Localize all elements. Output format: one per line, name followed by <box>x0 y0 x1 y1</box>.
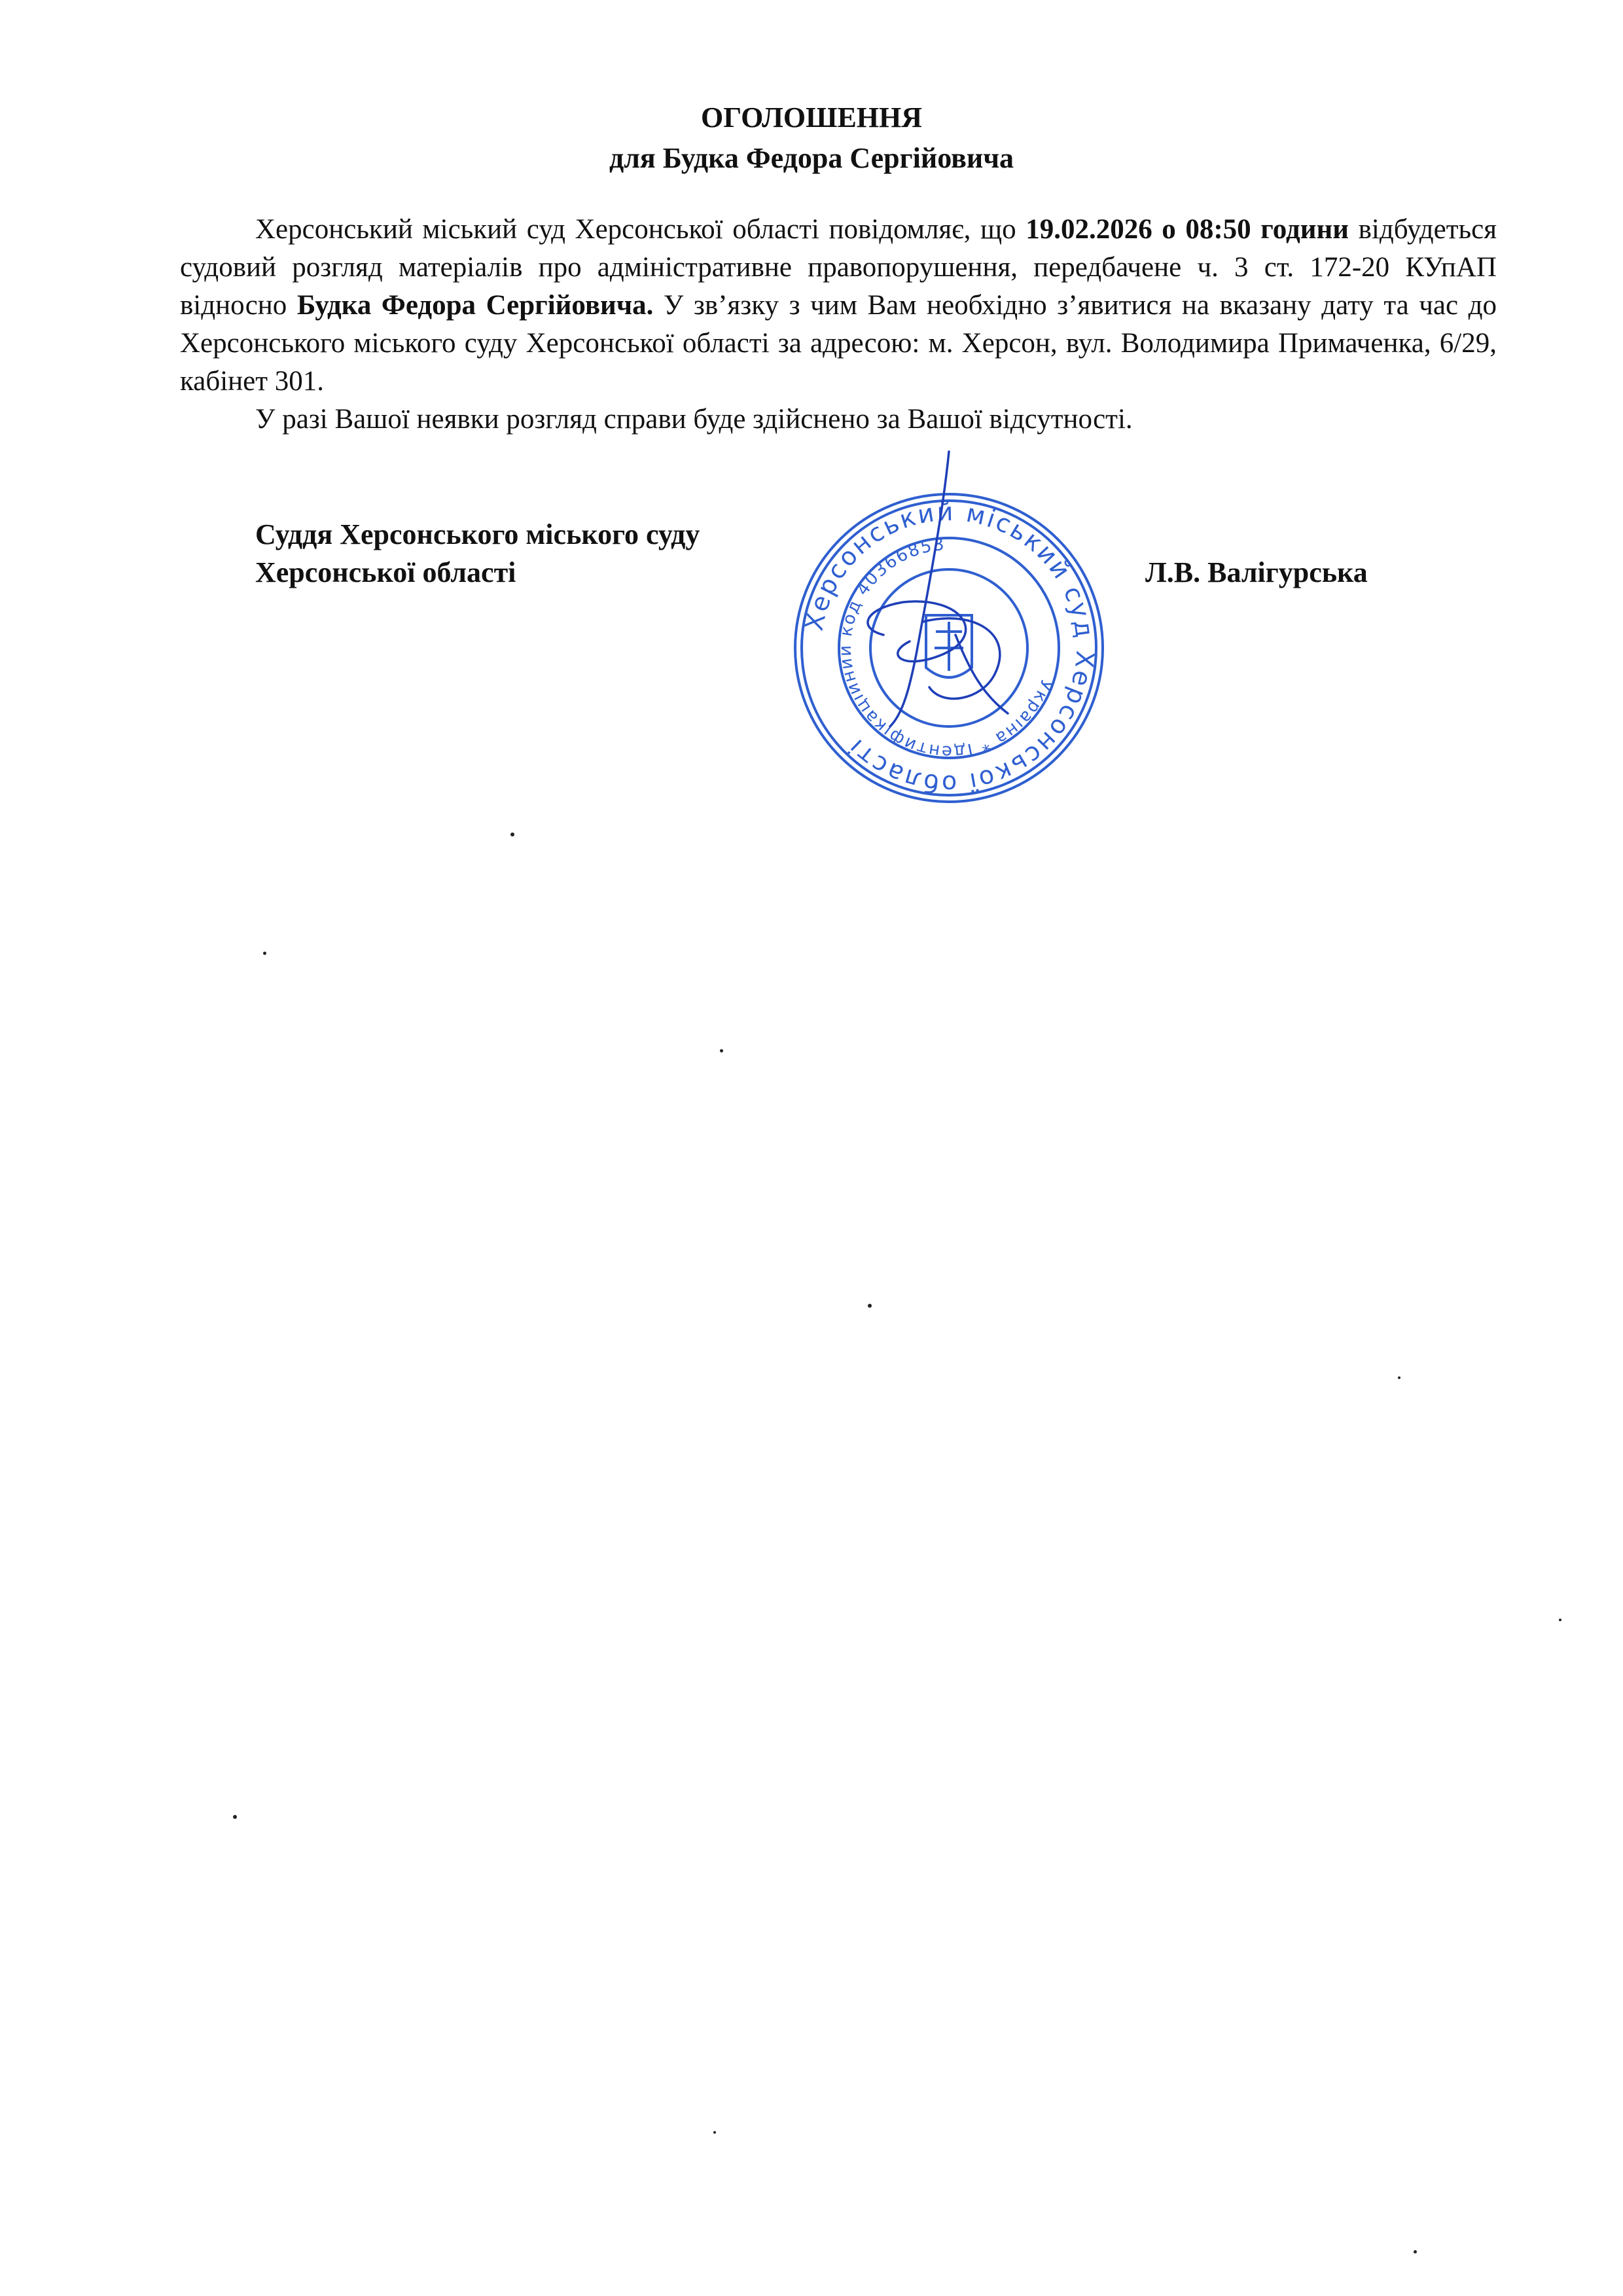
judge-position <box>255 516 700 592</box>
document-title: ОГОЛОШЕННЯ <box>700 101 923 134</box>
notice-text-part1: Херсонський міський суд Херсонської області повідомляє, що <box>255 214 1026 245</box>
judge-position-line1: Суддя Херсонського міського суду <box>255 518 700 550</box>
scan-speck <box>263 952 266 955</box>
document-body <box>180 211 1497 439</box>
scan-speck <box>1398 1376 1400 1379</box>
scan-speck <box>233 1815 237 1819</box>
scan-speck <box>1559 1619 1561 1621</box>
judge-name: Л.В. Валігурська <box>1145 556 1368 588</box>
scan-speck <box>1414 2250 1417 2253</box>
absence-paragraph: У разі Вашої неявки розгляд справи буде здійснено за Вашої відсутності. <box>255 404 1133 435</box>
defendant-name: Будка Федора Сергійовича. <box>296 290 654 321</box>
judge-position-line2: Херсонської області <box>255 556 516 588</box>
hearing-datetime: 19.02.2026 о 08:50 години <box>1026 214 1349 245</box>
judge-signature-icon <box>844 439 1041 746</box>
seal-outer-text: Херсонський міський суд Херсонської області <box>799 497 1100 799</box>
scan-speck <box>510 833 514 836</box>
scan-speck <box>720 1049 723 1052</box>
seal-inner-text: Україна * Ідентифікаційний код 40366853 <box>835 534 1057 762</box>
scan-speck <box>868 1304 872 1308</box>
notice-paragraph <box>180 211 1497 401</box>
notice-text-part3: У зв’язку з чим Вам необхідно з’явитися на вказану дату та час до Херсонського міського суду Херсонської області за адресою: м. Херсон, вул. Володимира Примаченка, 6/29, кабінет 301. <box>180 290 1497 397</box>
document-subtitle: для Будка Федора Сергійовича <box>609 142 1014 174</box>
scan-speck <box>713 2131 716 2134</box>
notice-text-part2: відбудеться судовий розгляд матеріалів про адміністративне правопорушення, передбачене ч. 3 ст. 172-20 КУпАП відносно <box>180 214 1497 321</box>
